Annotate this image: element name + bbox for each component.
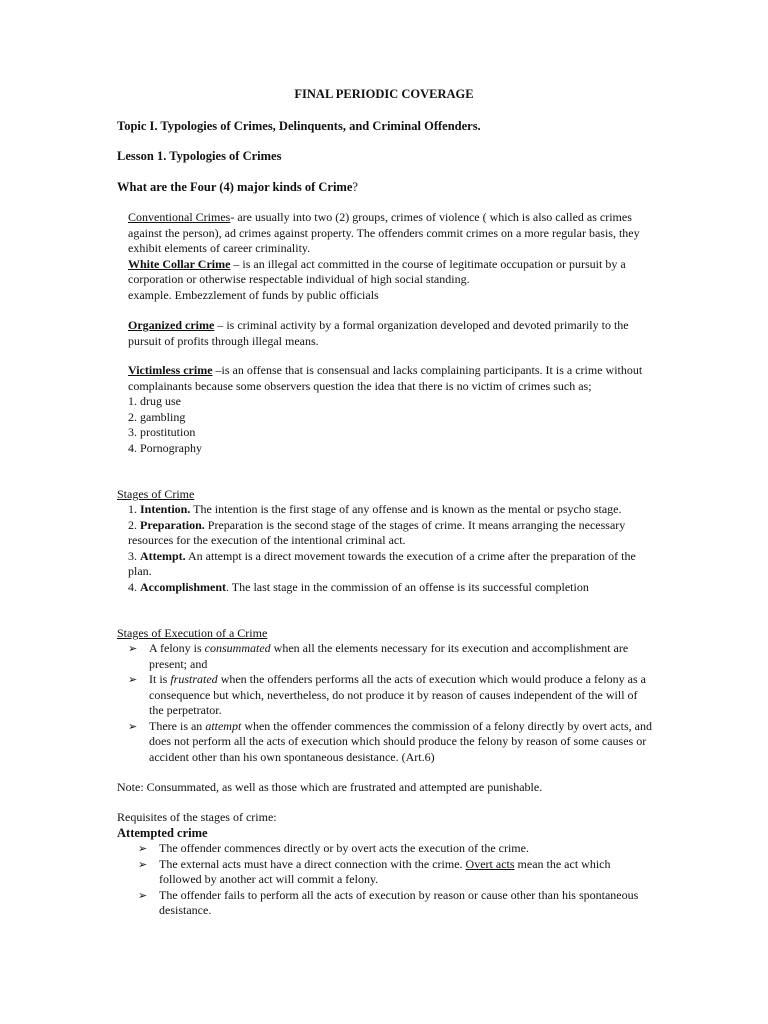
victimless-item: 4. Pornography [128,440,202,455]
requisites-heading: Requisites of the stages of crime: [117,810,277,824]
stage-text: . The last stage in the commission of an offense is its successful completion [226,579,589,594]
stage-term: Accomplishment [140,579,226,594]
note-paragraph: Note: Consummated, as well as those which are frustrated and attempted are punishable. [117,780,543,794]
execution-text: It is [149,672,171,686]
topic-heading: Topic I. Typologies of Crimes, Delinquents, and Criminal Offenders. [117,119,481,133]
stage-text: Preparation is the second stage of the stages of crime. It means arranging the necessary resources for the execution of the intentional criminal act. [128,517,626,547]
lesson-heading: Lesson 1. Typologies of Crimes [117,149,282,163]
white-collar-crime-text: – is an illegal act committed in the course of legitimate occupation or pursuit by a corporation or otherwise respectable individual of high social standing. [128,256,626,286]
arrow-bullet-icon: ➢ [138,842,148,855]
victimless-crime-text: –is an offense that is consensual and lacks complaining participants. It is a crime without complainants because some observers question the idea that there is no victim of crimes such as; [128,363,643,393]
execution-term: consummated [204,641,271,655]
stages-of-crime-heading: Stages of Crime [117,487,195,501]
execution-text: A felony is [149,641,205,655]
stage-term: Intention. [140,502,191,516]
execution-text: when the offenders performs all the acts of execution which would produce a felony as a consequence but which, nevertheless, do not produce it by reason of causes independent of the will of the perpetrator. [149,672,646,717]
question-mark: ? [352,180,358,194]
organized-crime-text: – is criminal activity by a formal organization developed and devoted primarily to the pursuit of profits through illegal means. [128,318,629,348]
victimless-crime-term: Victimless crime [128,363,213,377]
execution-item [128,641,653,672]
stage-number: 3. [128,548,140,563]
stage-number: 2. [128,517,140,532]
stage-item [128,502,653,518]
stage-number: 4. [128,579,140,594]
execution-term: frustrated [170,672,218,686]
conventional-crime-text: - are usually into two (2) groups, crimes of violence ( which is also called as crimes against the person), ad crimes against property. The offenders commit crimes on a more regular basis, they exhibit elements of career criminality. [128,210,640,255]
stage-text: The intention is the first stage of any offense and is known as the mental or psycho stage. [190,502,622,516]
stage-number: 1. [128,502,140,516]
arrow-bullet-icon: ➢ [138,857,148,871]
requisite-text: The external acts must have a direct connection with the crime. [159,856,466,871]
victimless-crime-block [128,363,653,456]
execution-item [128,672,653,719]
requisite-item [138,857,653,888]
victimless-item: 1. drug use [128,394,181,408]
victimless-crime-paragraph [128,363,653,394]
requisite-item [138,841,653,857]
stage-term: Attempt. [140,548,186,563]
victimless-item: 2. gambling [128,409,186,424]
requisite-text: mean the act which followed by another act will commit a felony. [159,856,611,886]
white-collar-crime-paragraph [128,257,653,288]
question-text: What are the Four (4) major kinds of Crime [117,180,353,194]
execution-text: when all the elements necessary for its execution and accomplishment are present; and [149,641,629,671]
execution-term: attempt [205,718,242,733]
conventional-crime-paragraph [128,210,653,257]
requisite-item [138,888,653,919]
requisites-list [138,841,653,919]
victimless-item: 3. prostitution [128,425,196,439]
execution-stages-heading: Stages of Execution of a Crime [117,626,268,640]
white-collar-example: example. Embezzlement of funds by public officials [128,287,379,302]
stage-term: Preparation. [140,517,205,532]
stage-item [128,549,653,580]
conventional-crime-term: Conventional Crimes [128,210,231,224]
arrow-bullet-icon: ➢ [128,642,138,655]
arrow-bullet-icon: ➢ [128,719,138,733]
execution-text: when the offender commences the commission of a felony directly by overt acts, and does not perform all the acts of execution which should produce the felony by reason of some causes or accident other than his own spontaneous desistance. (Art.6) [149,718,652,764]
conventional-and-white-collar-block [128,210,653,303]
arrow-bullet-icon: ➢ [138,888,148,902]
organized-crime-paragraph [128,318,653,349]
document-title: FINAL PERIODIC COVERAGE [294,87,474,101]
stage-item [128,580,653,596]
requisite-text: The offender commences directly or by overt acts the execution of the crime. [159,841,529,855]
overt-acts-term: Overt acts [465,856,515,871]
execution-stages-list [128,641,653,765]
stage-item [128,518,653,549]
stages-of-crime-list [128,502,653,595]
attempted-crime-heading: Attempted crime [117,826,208,840]
execution-item [128,719,653,766]
white-collar-crime-term: White Collar Crime [128,256,231,271]
question-heading [117,180,358,196]
execution-text: There is an [149,718,206,733]
organized-crime-term: Organized crime [128,318,215,332]
stage-text: An attempt is a direct movement towards the execution of a crime after the preparation of the plan. [128,548,636,578]
requisite-text: The offender fails to perform all the acts of execution by reason or cause other than his spontaneous desistance. [159,887,639,917]
arrow-bullet-icon: ➢ [128,673,138,686]
